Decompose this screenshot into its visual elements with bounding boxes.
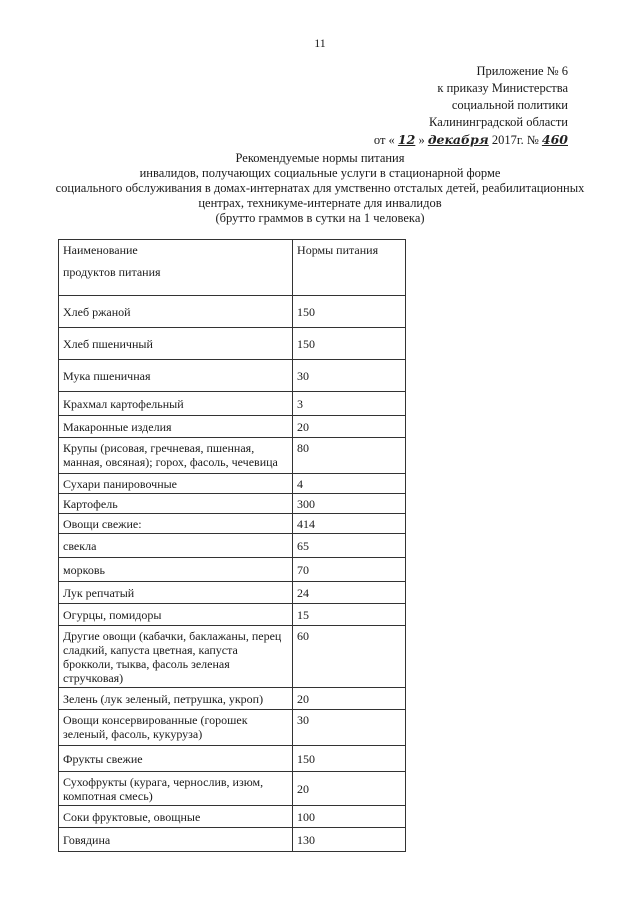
- appendix-line: к приказу Министерства: [437, 81, 568, 95]
- table-row: [59, 416, 406, 438]
- header-name-line2: продуктов питания: [63, 265, 161, 279]
- product-name: Фрукты свежие: [59, 746, 293, 772]
- norm-value: 80: [293, 438, 406, 474]
- norm-value: 24: [293, 582, 406, 604]
- product-name: Хлеб ржаной: [59, 296, 293, 328]
- appendix-line: Приложение № 6: [476, 64, 568, 78]
- table-row: [59, 626, 406, 688]
- product-name: Картофель: [59, 494, 293, 514]
- norm-value: 70: [293, 558, 406, 582]
- product-name: Сухари панировочные: [59, 474, 293, 494]
- title-line: социального обслуживания в домах-интернатах для умственно отсталых детей, реабилитационных: [55, 181, 585, 195]
- title-line: Рекомендуемые нормы питания: [235, 151, 405, 165]
- product-name: Говядина: [59, 828, 293, 852]
- table-row: [59, 296, 406, 328]
- norm-value: 65: [293, 534, 406, 558]
- norm-value: 4: [293, 474, 406, 494]
- appendix-line: социальной политики: [451, 98, 568, 112]
- table-row: [59, 688, 406, 710]
- table-row: [59, 534, 406, 558]
- product-name: Лук репчатый: [59, 582, 293, 604]
- norm-value: 30: [293, 360, 406, 392]
- header-name-line1: Наименование: [63, 243, 138, 257]
- norm-value: 30: [293, 710, 406, 746]
- table-row: [59, 806, 406, 828]
- product-name: Хлеб пшеничный: [59, 328, 293, 360]
- product-name: Крахмал картофельный: [59, 392, 293, 416]
- product-name: Овощи свежие:: [59, 514, 293, 534]
- product-name: морковь: [59, 558, 293, 582]
- handwritten-day: 12: [397, 132, 416, 147]
- table-row: [59, 438, 406, 474]
- norm-value: 15: [293, 604, 406, 626]
- norm-value: 414: [293, 514, 406, 534]
- table-row: [59, 392, 406, 416]
- appendix-block: [374, 63, 568, 149]
- year-text: 2017г. №: [491, 133, 539, 147]
- page-number: 11: [314, 36, 326, 50]
- product-name: Макаронные изделия: [59, 416, 293, 438]
- product-name: Сухофрукты (курага, чернослив, изюм, компотная смесь): [59, 772, 293, 806]
- table-row: [59, 772, 406, 806]
- title-line: инвалидов, получающих социальные услуги в стационарной форме: [139, 166, 501, 180]
- norm-value: 100: [293, 806, 406, 828]
- title-line: (брутто граммов в сутки на 1 человека): [215, 211, 425, 225]
- product-name: Зелень (лук зеленый, петрушка, укроп): [59, 688, 293, 710]
- handwritten-month: декабря: [427, 132, 489, 147]
- norms-table: [58, 239, 406, 852]
- table-row: [59, 474, 406, 494]
- norm-value: 150: [293, 328, 406, 360]
- handwritten-order-number: 460: [541, 132, 568, 147]
- date-mid: »: [418, 133, 425, 147]
- norm-value: 20: [293, 772, 406, 806]
- product-name: Другие овощи (кабачки, баклажаны, перец сладкий, капуста цветная, капуста брокколи, тыква, фасоль зеленая стручковая): [59, 626, 293, 688]
- title-line: центрах, техникуме-интернате для инвалидов: [198, 196, 442, 210]
- product-name: Овощи консервированные (горошек зеленый, фасоль, кукуруза): [59, 710, 293, 746]
- table-row: [59, 710, 406, 746]
- norm-value: 3: [293, 392, 406, 416]
- table-row: [59, 828, 406, 852]
- norm-value: 300: [293, 494, 406, 514]
- norm-value: 20: [293, 416, 406, 438]
- product-name: Мука пшеничная: [59, 360, 293, 392]
- table-row: [59, 514, 406, 534]
- table-row: [59, 494, 406, 514]
- appendix-line: Калининградской области: [429, 115, 568, 129]
- header-norm-cell: Нормы питания: [293, 240, 406, 296]
- order-date-line: [374, 131, 568, 149]
- table-row: [59, 328, 406, 360]
- table-row: [59, 360, 406, 392]
- date-prefix: от «: [373, 133, 395, 147]
- table-header-row: [59, 240, 406, 296]
- product-name: Соки фруктовые, овощные: [59, 806, 293, 828]
- norm-value: 150: [293, 746, 406, 772]
- table-row: [59, 582, 406, 604]
- table-row: [59, 604, 406, 626]
- product-name: Огурцы, помидоры: [59, 604, 293, 626]
- norm-value: 60: [293, 626, 406, 688]
- product-name: Крупы (рисовая, гречневая, пшенная, манная, овсяная); горох, фасоль, чечевица: [59, 438, 293, 474]
- norm-value: 20: [293, 688, 406, 710]
- norm-value: 150: [293, 296, 406, 328]
- table-row: [59, 746, 406, 772]
- document-title: [40, 151, 600, 226]
- product-name: свекла: [59, 534, 293, 558]
- table-row: [59, 558, 406, 582]
- header-name-cell: [59, 240, 293, 296]
- norm-value: 130: [293, 828, 406, 852]
